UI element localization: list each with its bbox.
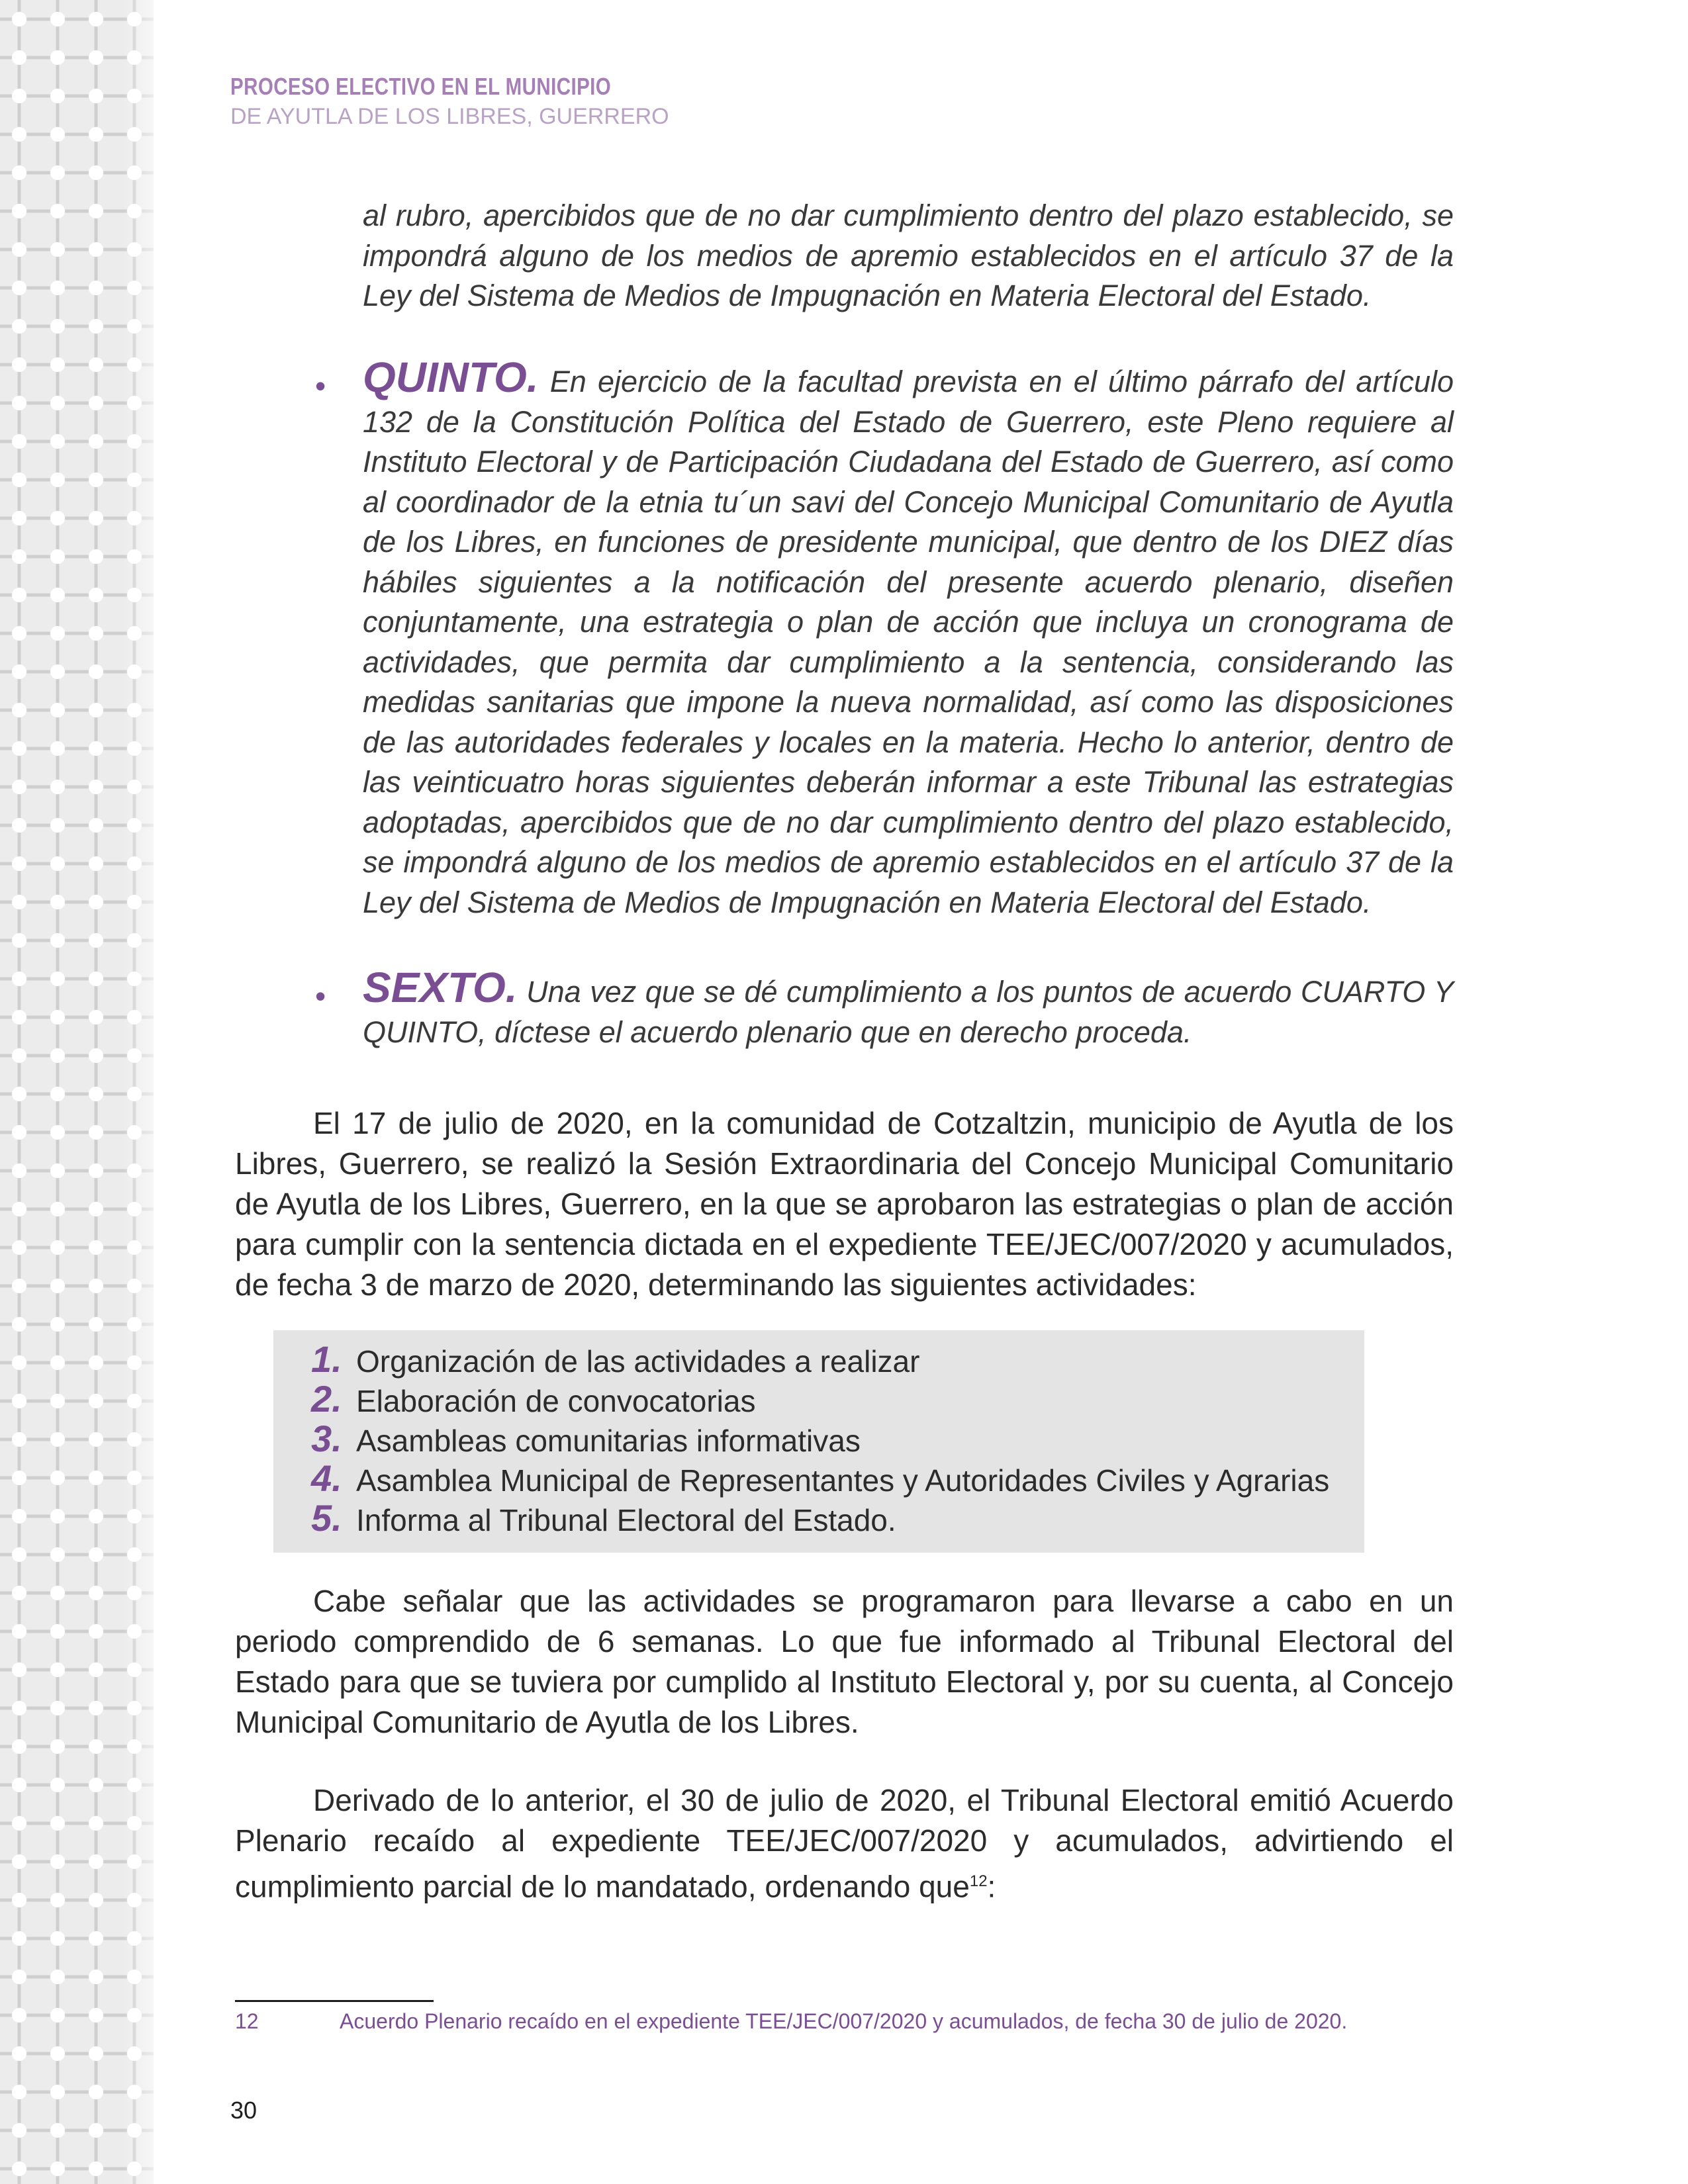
decorative-border-edge bbox=[0, 0, 154, 2184]
activities-box bbox=[273, 1330, 1364, 1553]
para3-end: : bbox=[987, 1869, 996, 1904]
body-paragraph-1 bbox=[235, 1103, 1454, 1305]
para2-text: Cabe señalar que las actividades se programaron para llevarse a cabo en un periodo comprendido de 6 semanas. Lo que fue informado al Tribunal Electoral del Estado para que se tuviera por cumplido al Instituto Electoral y, por su cuenta, al Concejo Municipal Comunitario de Ayutla de los Libres. bbox=[235, 1584, 1454, 1739]
list-text: Asambleas comunitarias informativas bbox=[356, 1424, 861, 1458]
para1-text: El 17 de julio de 2020, en la comunidad de Cotzaltzin, municipio de Ayutla de los Libres, Guerrero, se realizó la Sesión Extraordinaria del Concejo Municipal Comunitario de Ayutla de los Libres, Guerrero, en la que se aprobaron las estrategias o plan de acción para cumplir con la sentencia dictada en el expediente TEE/JEC/007/2020 y acumulados, de fecha 3 de marzo de 2020, determinando las siguientes actividades: bbox=[235, 1106, 1454, 1302]
running-header bbox=[230, 71, 694, 131]
list-item bbox=[311, 1459, 1329, 1498]
body-paragraph-3 bbox=[235, 1780, 1454, 1907]
bullet-sexto: • bbox=[315, 979, 326, 1013]
sexto-paragraph bbox=[363, 964, 1454, 1052]
list-item bbox=[311, 1340, 919, 1379]
list-item bbox=[311, 1419, 861, 1459]
quinto-paragraph bbox=[363, 353, 1454, 923]
list-text: Informa al Tribunal Electoral del Estado. bbox=[356, 1503, 896, 1537]
body-paragraph-2 bbox=[235, 1581, 1454, 1743]
list-number: 4. bbox=[311, 1457, 342, 1499]
footnote-number: 12 bbox=[235, 2009, 259, 2033]
list-number: 5. bbox=[311, 1497, 342, 1539]
sexto-lead: SEXTO. bbox=[363, 964, 518, 1011]
bullet-quinto: • bbox=[315, 369, 326, 403]
list-number: 2. bbox=[311, 1378, 342, 1420]
quinto-text: En ejercicio de la facultad prevista en el último párrafo del artículo 132 de la Constitución Política del Estado de Guerrero, este Pleno requiere al Instituto Electoral y de Participación Ciudadana del Estado de Guerrero, así como al coordinador de la etnia tu´un savi del Concejo Municipal Comunitario de Ayutla de los Libres, en funciones de presidente municipal, que dentro de los DIEZ días hábiles siguientes a la notificación del presente acuerdo plenario, diseñen conjuntamente, una estrategia o plan de acción que incluya un cronograma de actividades, que permita dar cumplimiento a la sentencia, considerando las medidas sanitarias que impone la nueva normalidad, así como las disposiciones de las autoridades federales y locales en la materia. Hecho lo anterior, dentro de las veinticuatro horas siguientes deberán informar a este Tribunal las estrategias adoptadas, apercibidos que de no dar cumplimiento dentro del plazo establecido, se impondrá alguno de los medios de apremio establecidos en el artículo 37 de la Ley del Sistema de Medios de Impugnación en Materia Electoral del Estado. bbox=[363, 365, 1454, 919]
list-text: Elaboración de convocatorias bbox=[356, 1384, 756, 1418]
intro-italic-paragraph: al rubro, apercibidos que de no dar cumplimiento dentro del plazo establecido, se impondrá alguno de los medios de apremio establecidos en el artículo 37 de la Ley del Sistema de Medios de Impugnación en Materia Electoral del Estado. bbox=[363, 199, 1454, 312]
para3-text: Derivado de lo anterior, el 30 de julio de 2020, el Tribunal Electoral emitió Acuerdo Plenario recaído al expediente TEE/JEC/007/2020 y acumulados, advirtiendo el cumplimiento parcial de lo mandatado, ordenando que bbox=[235, 1783, 1454, 1904]
list-item bbox=[311, 1379, 755, 1419]
footnote bbox=[235, 2008, 1347, 2034]
header-subtitle: DE AYUTLA DE LOS LIBRES, GUERRERO bbox=[230, 104, 669, 129]
footnote-ref: 12 bbox=[969, 1872, 988, 1890]
sexto-text: Una vez que se dé cumplimiento a los puntos de acuerdo CUARTO Y QUINTO, díctese el acuerdo plenario que en derecho proceda. bbox=[363, 975, 1454, 1049]
list-number: 3. bbox=[311, 1418, 342, 1459]
list-number: 1. bbox=[311, 1338, 342, 1380]
list-text: Asamblea Municipal de Representantes y Autoridades Civiles y Agrarias bbox=[356, 1463, 1330, 1498]
footnote-rule bbox=[235, 2000, 434, 2002]
list-item bbox=[311, 1498, 896, 1538]
footnote-text: Acuerdo Plenario recaído en el expediente TEE/JEC/007/2020 y acumulados, de fecha 30 de julio de 2020. bbox=[340, 2009, 1348, 2033]
header-title: PROCESO ELECTIVO EN EL MUNICIPIO bbox=[230, 73, 612, 100]
list-text: Organización de las actividades a realizar bbox=[356, 1344, 920, 1379]
quinto-lead: QUINTO. bbox=[363, 353, 539, 401]
page-number: 30 bbox=[230, 2097, 258, 2124]
